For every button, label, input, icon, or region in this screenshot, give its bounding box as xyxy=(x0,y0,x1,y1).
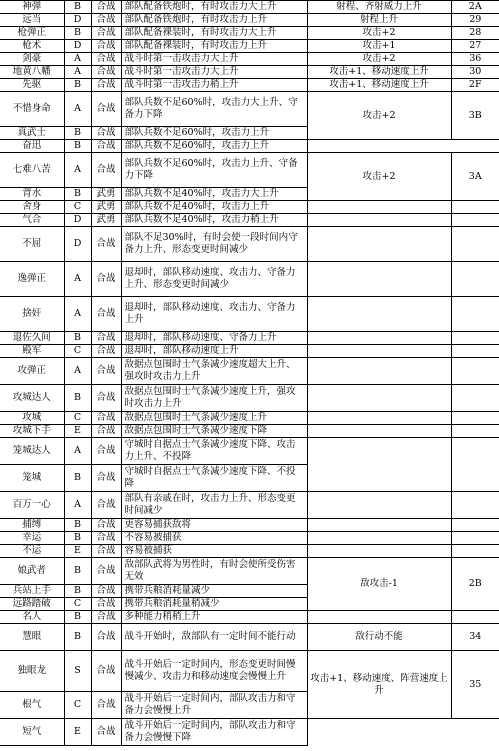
skill-grade: D xyxy=(64,14,91,27)
skill-name: 攻城达人 xyxy=(0,385,64,412)
skill-name: 气合 xyxy=(0,214,64,227)
skill-description: 退却时，部队移动速度、守备力上升 xyxy=(121,332,307,345)
skill-effect xyxy=(307,492,451,519)
skill-code: 3B xyxy=(451,92,499,140)
skill-type: 合战 xyxy=(91,332,121,345)
skill-name: 背水 xyxy=(0,188,64,201)
skill-grade: E xyxy=(64,545,91,558)
table-row xyxy=(0,385,499,412)
table-row xyxy=(0,40,499,53)
skill-effect: 攻击+2 xyxy=(307,27,451,40)
skill-description: 战斗时第一击攻击力大上升 xyxy=(121,53,307,66)
skill-type: 合战 xyxy=(91,140,121,153)
skill-description: 部队配备铁炮时，有时攻击力大上升 xyxy=(121,1,307,14)
table-row xyxy=(0,611,499,624)
skill-description: 战斗开始后一定时间内，部队攻击力和守备力会慢慢下降 xyxy=(121,719,307,746)
skill-description: 部队兵数不足60%时，攻击力上升 xyxy=(121,140,307,153)
skill-name: 慧眼 xyxy=(0,624,64,651)
skill-name: 捕缚 xyxy=(0,519,64,532)
table-row xyxy=(0,545,499,558)
skill-effect: 敌攻击-1 xyxy=(307,558,451,611)
skill-name: 娘武者 xyxy=(0,558,64,585)
table-row xyxy=(0,412,499,425)
skill-code xyxy=(451,332,499,345)
skill-description: 敌部队武将为男性时，有时会使所受伤害无效 xyxy=(121,558,307,585)
skill-name: 兵站上手 xyxy=(0,585,64,598)
table-row xyxy=(0,1,499,14)
skill-description: 部队有亲戚在时，攻击力上升、形态变更时间减少 xyxy=(121,492,307,519)
table-row xyxy=(0,27,499,40)
table-row xyxy=(0,358,499,385)
skill-name: 攻城 xyxy=(0,412,64,425)
skill-name: 逸弹正 xyxy=(0,262,64,297)
skill-name: 幸运 xyxy=(0,532,64,545)
skill-type: 合战 xyxy=(91,492,121,519)
skill-description: 不容易被捕获 xyxy=(121,532,307,545)
skill-name: 远当 xyxy=(0,14,64,27)
skill-description: 部队兵数不足60%时，攻击力大上升、守备力下降 xyxy=(121,92,307,127)
skill-code: 2B xyxy=(451,558,499,611)
skill-type: 合战 xyxy=(91,262,121,297)
skill-grade: A xyxy=(64,492,91,519)
table-row xyxy=(0,214,499,227)
skill-grade: B xyxy=(64,332,91,345)
skill-description: 敌据点包围时士气条减少速度上升 xyxy=(121,412,307,425)
skill-type: 合战 xyxy=(91,425,121,438)
skill-code xyxy=(451,611,499,624)
skill-code: 34 xyxy=(451,624,499,651)
table-row xyxy=(0,425,499,438)
skill-type: 合战 xyxy=(91,53,121,66)
skill-description: 部队兵数不足40%时，攻击力大上升 xyxy=(121,188,307,201)
skill-effect xyxy=(307,545,451,558)
skill-type: 合战 xyxy=(91,153,121,188)
skill-effect xyxy=(307,227,451,262)
skill-description: 战斗开始后一定时间内，形态变更时间慢慢减少、攻击力和移动速度会慢慢上升 xyxy=(121,651,307,692)
skill-code: 27 xyxy=(451,40,499,53)
skill-type: 合战 xyxy=(91,1,121,14)
skill-grade: A xyxy=(64,297,91,332)
skill-code: 2A xyxy=(451,1,499,14)
skill-type: 合战 xyxy=(91,227,121,262)
skill-code xyxy=(451,262,499,297)
skill-effect xyxy=(307,201,451,214)
skill-grade: A xyxy=(64,92,91,127)
skill-name: 根气 xyxy=(0,692,64,719)
table-row xyxy=(0,14,499,27)
skill-name: 七难八苦 xyxy=(0,153,64,188)
skill-effect xyxy=(307,332,451,345)
skill-type: 合战 xyxy=(91,519,121,532)
skill-name: 舍身 xyxy=(0,201,64,214)
skill-code xyxy=(451,297,499,332)
skill-name: 攻弹正 xyxy=(0,358,64,385)
skill-grade: C xyxy=(64,692,91,719)
skill-code xyxy=(451,412,499,425)
skill-name: 枪弹正 xyxy=(0,27,64,40)
skill-grade: A xyxy=(64,358,91,385)
skill-code xyxy=(451,345,499,358)
skill-description: 携带兵粮消耗量减少 xyxy=(121,585,307,598)
skill-effect: 攻击+1、移动速度上升 xyxy=(307,66,451,79)
skill-effect xyxy=(307,297,451,332)
skill-type: 合战 xyxy=(91,358,121,385)
skill-effect xyxy=(307,532,451,545)
skill-description: 战斗时第一击攻击力稍上升 xyxy=(121,79,307,92)
skill-code: 35 xyxy=(451,651,499,719)
skill-effect: 射程上升 xyxy=(307,14,451,27)
skill-effect: 攻击+2 xyxy=(307,153,451,201)
skill-name: 奋迅 xyxy=(0,140,64,153)
skill-code xyxy=(451,438,499,492)
skill-description: 携带兵粮消耗量稍减少 xyxy=(121,598,307,611)
skill-type: 合战 xyxy=(91,611,121,624)
skill-grade: B xyxy=(64,465,91,492)
skill-type: 合战 xyxy=(91,465,121,492)
skill-effect xyxy=(307,412,451,425)
skill-effect: 攻击+2 xyxy=(307,53,451,66)
skill-code xyxy=(451,492,499,519)
skill-name: 远路踏破 xyxy=(0,598,64,611)
skill-name: 短气 xyxy=(0,719,64,746)
table-row xyxy=(0,558,499,585)
table-row xyxy=(0,153,499,188)
skill-effect xyxy=(307,345,451,358)
skill-description: 多种能力稍稍上升 xyxy=(121,611,307,624)
skill-type: 合战 xyxy=(91,385,121,412)
skill-effect xyxy=(307,262,451,297)
skill-name: 不屈 xyxy=(0,227,64,262)
skill-description: 部队兵数不足40%时，攻击力上升 xyxy=(121,201,307,214)
skill-description: 部队兵数不足60%时，攻击力上升 xyxy=(121,127,307,140)
skill-grade: A xyxy=(64,153,91,188)
table-row xyxy=(0,140,499,153)
skill-type: 合战 xyxy=(91,558,121,585)
skill-grade: A xyxy=(64,262,91,297)
skill-description: 部队兵数不足60%时，攻击力上升、守备力下降 xyxy=(121,153,307,188)
skill-description: 敌据点包围时士气条减少速度超大上升、强攻时攻击力上升 xyxy=(121,358,307,385)
skill-grade: B xyxy=(64,624,91,651)
skill-description: 更容易捕获敌将 xyxy=(121,519,307,532)
skill-name: 不惜身命 xyxy=(0,92,64,127)
skill-type: 合战 xyxy=(91,719,121,746)
skill-code: 28 xyxy=(451,27,499,40)
skill-name: 名人 xyxy=(0,611,64,624)
skill-description: 守城时自据点士气条减少速度下降、不投降 xyxy=(121,465,307,492)
skill-code: 30 xyxy=(451,66,499,79)
table-row xyxy=(0,297,499,332)
skill-name: 百万一心 xyxy=(0,492,64,519)
skill-code xyxy=(451,545,499,558)
table-row xyxy=(0,53,499,66)
skill-grade: D xyxy=(64,40,91,53)
skill-grade: A xyxy=(64,438,91,465)
skill-description: 战斗开始后一定时间内，部队攻击力和守备力会慢慢上升 xyxy=(121,692,307,719)
skill-description: 部队配备裸装时，有时攻击力大上升 xyxy=(121,27,307,40)
skill-description: 部队兵数不足40%时，攻击力稍上升 xyxy=(121,214,307,227)
skill-name: 神弹 xyxy=(0,1,64,14)
skill-code xyxy=(451,385,499,412)
skill-grade: C xyxy=(64,598,91,611)
skill-name: 真武士 xyxy=(0,127,64,140)
skill-grade: B xyxy=(64,27,91,40)
skill-code xyxy=(451,425,499,438)
table-row xyxy=(0,651,499,692)
skill-name: 地黄八幡 xyxy=(0,66,64,79)
table-row xyxy=(0,262,499,297)
skill-description: 敌据点包围时士气条减少速度上升，强攻时攻击力上升 xyxy=(121,385,307,412)
skill-grade: D xyxy=(64,227,91,262)
skill-type: 合战 xyxy=(91,345,121,358)
skill-description: 退却时，部队移动速度、攻击力、守备力上升、形态变更时间减少 xyxy=(121,262,307,297)
skill-code: 36 xyxy=(451,53,499,66)
skill-grade: E xyxy=(64,425,91,438)
skill-type: 合战 xyxy=(91,27,121,40)
skill-type: 合战 xyxy=(91,92,121,127)
skill-type: 合战 xyxy=(91,585,121,598)
skill-code: 2F xyxy=(451,79,499,92)
skill-type: 合战 xyxy=(91,79,121,92)
skill-description: 部队配备裸装时，有时攻击力上升 xyxy=(121,40,307,53)
skill-code: 3A xyxy=(451,153,499,201)
skill-grade: B xyxy=(64,611,91,624)
skill-type: 合战 xyxy=(91,66,121,79)
skill-type: 武勇 xyxy=(91,188,121,201)
skill-type: 合战 xyxy=(91,651,121,692)
skill-effect xyxy=(307,425,451,438)
skill-grade: B xyxy=(64,385,91,412)
skill-grade: B xyxy=(64,140,91,153)
skill-description: 部队配备铁炮时，有时攻击力上升 xyxy=(121,14,307,27)
skill-grade: A xyxy=(64,53,91,66)
table-row xyxy=(0,719,499,746)
table-row xyxy=(0,332,499,345)
skill-type: 合战 xyxy=(91,127,121,140)
skill-effect xyxy=(307,385,451,412)
skill-description: 战斗时第一击攻击力大上升 xyxy=(121,66,307,79)
skill-code xyxy=(451,227,499,262)
table-row xyxy=(0,92,499,127)
skill-description: 敌据点包围时士气条减少速度下降 xyxy=(121,425,307,438)
skill-type: 合战 xyxy=(91,598,121,611)
skill-effect: 攻击+1 xyxy=(307,40,451,53)
skill-name: 笼城 xyxy=(0,465,64,492)
skill-description: 战斗开始时，敌部队有一定时间不能行动 xyxy=(121,624,307,651)
skill-name: 殿军 xyxy=(0,345,64,358)
skill-effect xyxy=(307,438,451,492)
skill-code xyxy=(451,201,499,214)
skill-name: 退佐久间 xyxy=(0,332,64,345)
skill-grade: B xyxy=(64,1,91,14)
skill-type: 合战 xyxy=(91,412,121,425)
skill-effect: 射程、齐射威力上升 xyxy=(307,1,451,14)
skill-grade: B xyxy=(64,585,91,598)
skill-description: 退却时，部队移动速度上升 xyxy=(121,345,307,358)
skill-type: 合战 xyxy=(91,40,121,53)
skill-grade: B xyxy=(64,127,91,140)
skill-effect xyxy=(307,214,451,227)
skill-code: 29 xyxy=(451,14,499,27)
skill-name: 枪术 xyxy=(0,40,64,53)
skill-grade: B xyxy=(64,532,91,545)
skill-type: 武勇 xyxy=(91,201,121,214)
skill-table-body xyxy=(0,1,499,746)
skill-type: 合战 xyxy=(91,532,121,545)
skill-grade: C xyxy=(64,412,91,425)
skill-effect: 敌行动不能 xyxy=(307,624,451,651)
skill-effect: 攻击+1、移动速度、阵营速度上升 xyxy=(307,651,451,719)
table-row xyxy=(0,201,499,214)
skill-grade: E xyxy=(64,719,91,746)
table-row xyxy=(0,438,499,465)
table-row xyxy=(0,624,499,651)
skill-name: 剑豪 xyxy=(0,53,64,66)
skill-name: 不运 xyxy=(0,545,64,558)
table-row xyxy=(0,532,499,545)
skill-grade: B xyxy=(64,188,91,201)
skill-name: 先驱 xyxy=(0,79,64,92)
table-row xyxy=(0,519,499,532)
skill-grade: B xyxy=(64,558,91,585)
table-row xyxy=(0,345,499,358)
skill-type: 合战 xyxy=(91,297,121,332)
skill-effect xyxy=(307,358,451,385)
skill-type: 合战 xyxy=(91,692,121,719)
skill-code xyxy=(451,214,499,227)
skill-grade: B xyxy=(64,519,91,532)
skill-grade: S xyxy=(64,651,91,692)
skill-description: 容易被捕获 xyxy=(121,545,307,558)
skill-grade: C xyxy=(64,345,91,358)
skill-description: 守城时自据点士气条减少速度下降、攻击力上升、不投降 xyxy=(121,438,307,465)
table-row xyxy=(0,492,499,519)
skill-effect: 攻击+1、移动速度上升 xyxy=(307,79,451,92)
skill-name: 捨奸 xyxy=(0,297,64,332)
skill-grade: A xyxy=(64,66,91,79)
skill-code xyxy=(451,358,499,385)
skill-type: 合战 xyxy=(91,624,121,651)
skill-effect xyxy=(307,519,451,532)
skill-type: 合战 xyxy=(91,545,121,558)
skill-type: 合战 xyxy=(91,14,121,27)
skill-name: 笼城达人 xyxy=(0,438,64,465)
skill-effect: 攻击+2 xyxy=(307,92,451,140)
skill-name: 独眼龙 xyxy=(0,651,64,692)
table-row xyxy=(0,227,499,262)
table-row xyxy=(0,66,499,79)
skill-code xyxy=(451,519,499,532)
skill-description: 部队不足30%时，有时会使一段时间内守备力上升、形态变更时间减少 xyxy=(121,227,307,262)
skill-grade: B xyxy=(64,79,91,92)
skill-effect xyxy=(307,611,451,624)
skill-grade: D xyxy=(64,214,91,227)
skill-description: 退却时，部队移动速度、攻击力、守备力上升 xyxy=(121,297,307,332)
skill-name: 攻城下手 xyxy=(0,425,64,438)
skill-grade: C xyxy=(64,201,91,214)
skill-type: 合战 xyxy=(91,438,121,465)
table-row xyxy=(0,79,499,92)
skill-type: 武勇 xyxy=(91,214,121,227)
skill-code xyxy=(451,532,499,545)
